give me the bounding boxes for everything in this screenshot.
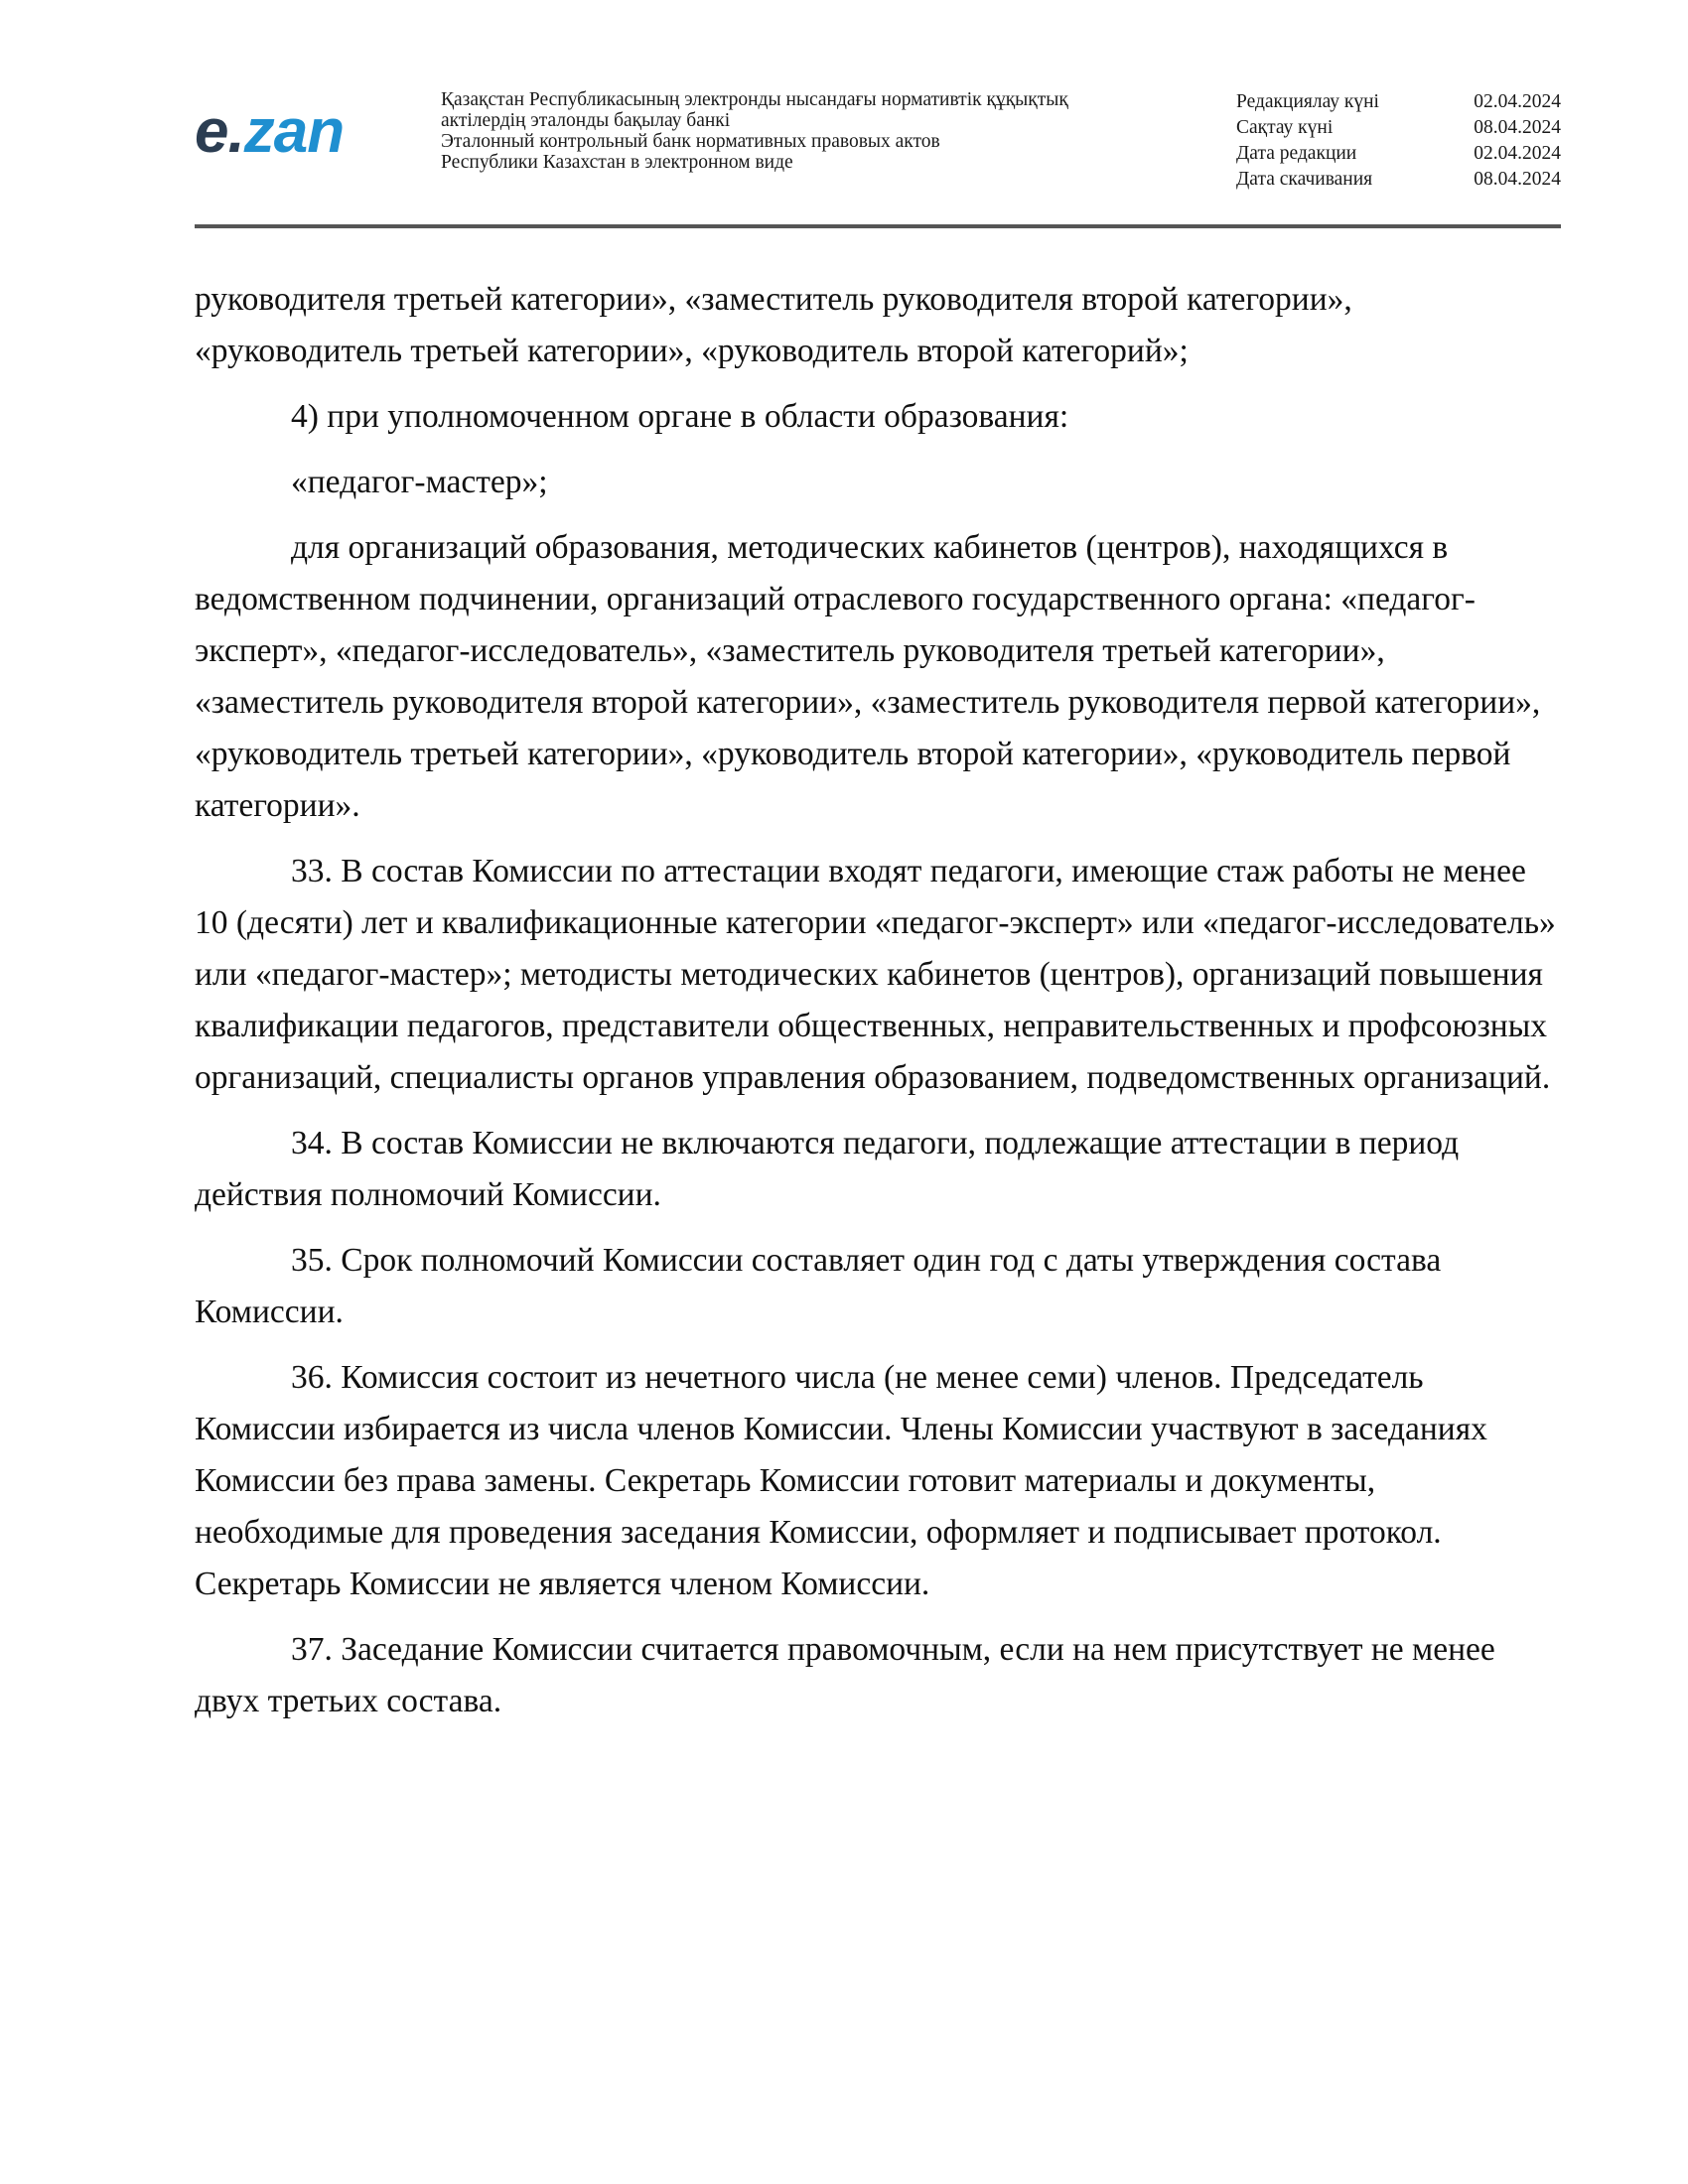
- header-description-line: Республики Казахстан в электронном виде: [441, 152, 793, 173]
- document-dates: [1236, 89, 1561, 193]
- header-description-line: Эталонный контрольный банк нормативных правовых актов: [441, 131, 940, 152]
- body-paragraph: руководителя третьей категории», «заместитель руководителя второй категории», «руководитель третьей категории», «руководитель второй категорий»;: [195, 281, 1352, 369]
- meta-row-edit-date-ru: [1236, 141, 1561, 167]
- ezan-logo: [195, 97, 345, 166]
- document-header: [195, 85, 1561, 224]
- body-paragraph: 4) при уполномоченном органе в области образования:: [291, 398, 1069, 435]
- meta-row-save-date-kz: [1236, 115, 1561, 141]
- clause-37: 37. Заседание Комиссии считается правомочным, если на нем присутствует не менее двух третьих состава.: [195, 1631, 1495, 1719]
- body-paragraph: для организаций образования, методических кабинетов (центров), находящихся в ведомственном подчинении, организаций отраслевого государственного органа: «педагог-эксперт», «педагог-исследователь», «заместитель руководителя третьей категории», «заместитель руководителя второй категории», «заместитель руководителя первой категории», «руководитель третьей категории», «руководитель второй категории», «руководитель первой категории».: [195, 529, 1541, 824]
- clause-34: 34. В состав Комиссии не включаются педагоги, подлежащие аттестации в период действия полномочий Комиссии.: [195, 1125, 1460, 1213]
- meta-label: Сақтау күні: [1236, 117, 1334, 138]
- meta-value: 08.04.2024: [1474, 169, 1561, 190]
- meta-value: 02.04.2024: [1474, 91, 1561, 112]
- header-description-line: актілердің эталонды бақылау банкі: [441, 110, 731, 131]
- header-description: [441, 89, 1156, 173]
- document-body: [195, 274, 1565, 1741]
- meta-value: 02.04.2024: [1474, 143, 1561, 164]
- logo-prefix: e.: [195, 97, 244, 166]
- logo-name: zan: [243, 97, 345, 166]
- meta-label: Дата скачивания: [1236, 169, 1373, 190]
- clause-36: 36. Комиссия состоит из нечетного числа (не менее семи) членов. Председатель Комиссии избирается из числа членов Комиссии. Члены Комиссии участвуют в заседаниях Комиссии без права замены. Секретарь Комиссии готовит материалы и документы, необходимые для проведения заседания Комиссии, оформляет и подписывает протокол. Секретарь Комиссии не является членом Комиссии.: [195, 1359, 1487, 1602]
- meta-value: 08.04.2024: [1474, 117, 1561, 138]
- clause-33: 33. В состав Комиссии по аттестации входят педагоги, имеющие стаж работы не менее 10 (десяти) лет и квалификационные категории «педагог-эксперт» или «педагог-исследователь» или «педагог-мастер»; методисты методических кабинетов (центров), организаций повышения квалификации педагогов, представители общественных, неправительственных и профсоюзных организаций, специалисты органов управления образованием, подведомственных организаций.: [195, 853, 1556, 1096]
- header-description-line: Қазақстан Республикасының электронды нысандағы нормативтік құқықтық: [441, 89, 1068, 110]
- header-divider: [195, 224, 1561, 228]
- body-paragraph: «педагог-мастер»;: [291, 464, 548, 500]
- meta-label: Редакциялау күні: [1236, 91, 1379, 112]
- clause-35: 35. Срок полномочий Комиссии составляет один год с даты утверждения состава Комиссии.: [195, 1242, 1442, 1330]
- meta-row-edit-date-kz: [1236, 89, 1561, 115]
- meta-row-download-date-ru: [1236, 167, 1561, 193]
- meta-label: Дата редакции: [1236, 143, 1357, 164]
